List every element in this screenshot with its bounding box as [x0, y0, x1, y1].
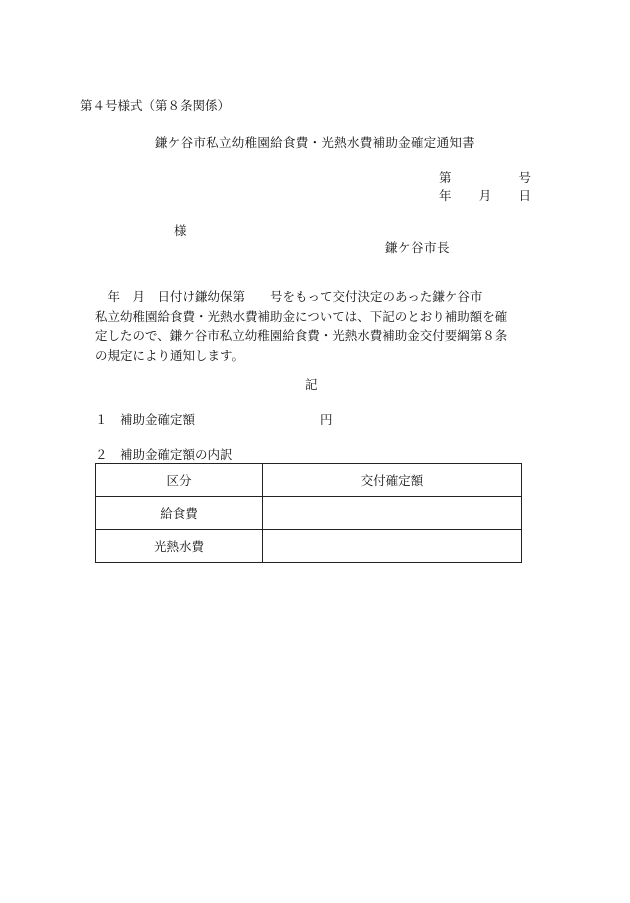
item1-label: １ 補助金確定額	[95, 412, 196, 427]
body-paragraph	[95, 287, 535, 365]
row-amount	[263, 497, 522, 530]
row-category: 光熱水費	[96, 530, 263, 563]
document-date	[439, 186, 531, 204]
header-category: 区分	[96, 464, 263, 497]
date-month: 月	[478, 188, 492, 203]
body-line: の規定により通知します。	[95, 347, 245, 363]
document-number-suffix: 号	[518, 170, 531, 185]
form-label: 第４号様式（第８条関係）	[80, 98, 231, 113]
document-number	[439, 168, 531, 186]
date-day: 日	[518, 188, 531, 203]
issuer-name: 鎌ケ谷市長	[385, 240, 451, 255]
body-line: 私立幼稚園給食費・光熱水費補助金については、下記のとおり補助額を確	[95, 308, 508, 324]
ki-heading: 記	[305, 377, 318, 392]
item1-unit: 円	[320, 412, 333, 427]
item2-label: ２ 補助金確定額の内訳	[95, 447, 233, 462]
document-title: 鎌ケ谷市私立幼稚園給食費・光熱水費補助金確定通知書	[154, 135, 475, 150]
header-amount: 交付確定額	[263, 464, 522, 497]
table-row	[96, 497, 522, 530]
breakdown-table	[95, 463, 522, 563]
body-line: 定したので、鎌ケ谷市私立幼稚園給食費・光熱水費補助金交付要綱第８条	[95, 328, 508, 343]
table-row	[96, 530, 522, 563]
document-number-prefix: 第	[439, 170, 452, 185]
date-year: 年	[439, 188, 452, 203]
table-header-row	[96, 464, 522, 497]
row-category: 給食費	[96, 497, 263, 530]
row-amount	[263, 530, 522, 563]
body-line: 年 月 日付け鎌幼保第 号をもって交付決定のあった鎌ケ谷市	[95, 289, 483, 304]
recipient-honorific: 様	[174, 223, 187, 238]
